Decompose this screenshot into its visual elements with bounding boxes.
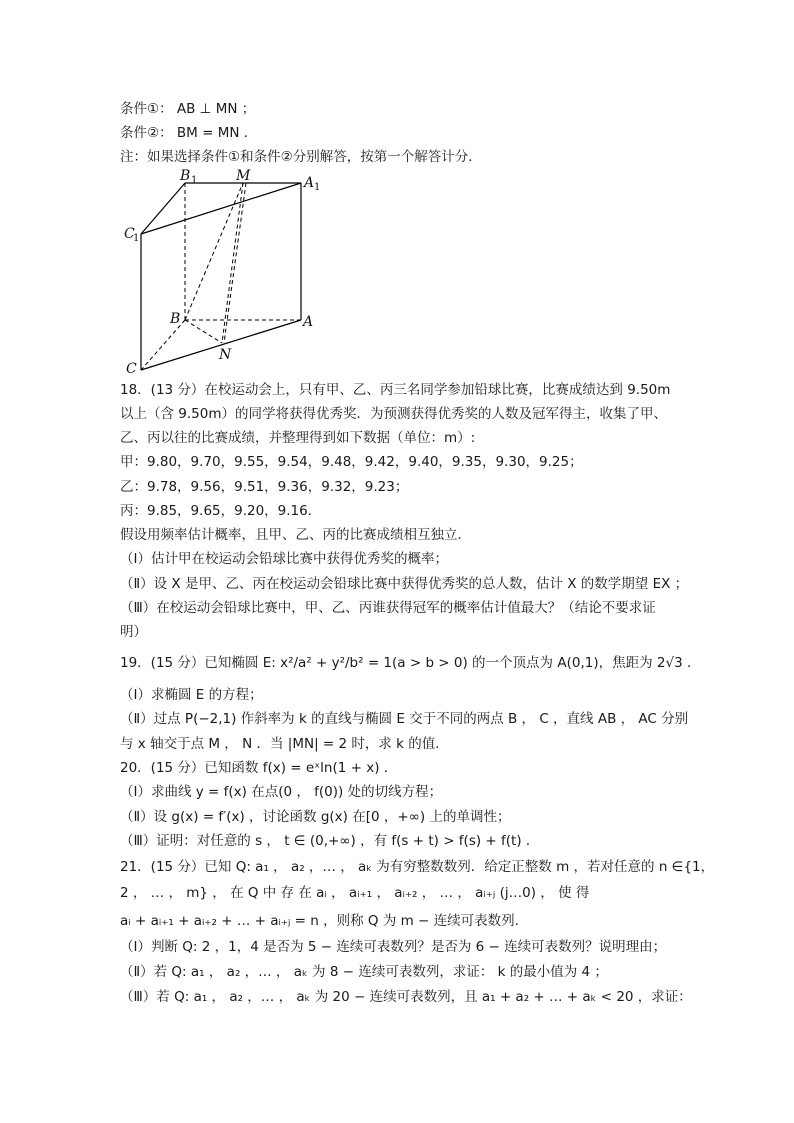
q20-part-2: （Ⅱ）设 g(x) = f′(x) ，讨论函数 g(x) 在[0 ，+∞) 上的单调性； [120, 809, 511, 825]
vertex-b1 [179, 168, 197, 186]
q21-stem-1: 21．(15 分）已知 Q: a₁ ， a₂ ，… ， aₖ 为有穷整数数列．给定正整数 m ，若对任意的 n ∈{1， [120, 859, 715, 875]
svg-text:C: C [124, 226, 135, 242]
q20-part-1: （Ⅰ）求曲线 y = f(x) 在点(0 ， f(0)) 处的切线方程； [120, 784, 443, 800]
q18-data-jia: 甲：9.80，9.70，9.55，9.54，9.48，9.42，9.40，9.35，9.30，9.25； [120, 454, 583, 470]
q18-part-3-cont: 明） [120, 624, 147, 640]
note: 注：如果选择条件①和条件②分别解答，按第一个解答计分． [120, 149, 482, 165]
q21-stem-2: 2 ， … ， m} ， 在 Q 中 存 在 aᵢ ， aᵢ₊₁ ， aᵢ₊₂ ， … ， aᵢ₊ⱼ (j…0) ， 使 得 [120, 885, 590, 901]
q18-part-3: （Ⅲ）在校运动会铅球比赛中，甲、乙、丙谁获得冠军的概率估计值最大？（结论不要求证 [120, 600, 656, 616]
vertex-c1 [124, 226, 139, 244]
svg-text:1: 1 [191, 175, 198, 186]
q19-part-2: （Ⅱ）过点 P(−2,1) 作斜率为 k 的直线与椭圆 E 交于不同的两点 B ， C ，直线 AB ， AC 分别 [120, 711, 689, 727]
q21-stem-3: aᵢ + aᵢ₊₁ + aᵢ₊₂ + … + aᵢ₊ⱼ = n ，则称 Q 为 m − 连续可表数列． [120, 913, 529, 929]
q18-assumption: 假设用频率估计概率，且甲、乙、丙的比赛成绩相互独立． [120, 527, 471, 543]
q20-stem: 20．(15 分）已知函数 f(x) = eˣln(1 + x) ． [120, 760, 398, 776]
q18-stem-1: 18．(13 分）在校运动会上，只有甲、乙、丙三名同学参加铅球比赛，比赛成绩达到 9.50m [120, 382, 671, 398]
vertex-m: M [236, 168, 251, 184]
prism-figure [118, 168, 338, 382]
svg-text:A: A [304, 175, 315, 191]
q19-stem: 19．(15 分）已知椭圆 E: x²/a² + y²/b² = 1(a > b > 0) 的一个顶点为 A(0,1)，焦距为 2√3 ． [120, 655, 701, 671]
q21-part-3: （Ⅲ）若 Q: a₁ ， a₂ ，… ， aₖ 为 20 − 连续可表数列，且 a₁ + a₂ + … + aₖ < 20 ，求证： [120, 989, 692, 1005]
q19-part-1: （Ⅰ）求椭圆 E 的方程； [120, 687, 263, 703]
svg-text:1: 1 [314, 182, 321, 193]
q18-part-2: （Ⅱ）设 X 是甲、乙、丙在校运动会铅球比赛中获得优秀奖的总人数，估计 X 的数学期望 EX ； [120, 576, 689, 592]
vertex-b: B [170, 311, 181, 327]
prism-diagram [118, 168, 338, 378]
q21-part-2: （Ⅱ）若 Q: a₁ ， a₂ ，… ， aₖ 为 8 − 连续可表数列，求证： k 的最小值为 4 ； [120, 964, 608, 980]
q18-data-bing: 丙：9.85，9.65，9.20，9.16． [120, 503, 322, 519]
q18-part-1: （Ⅰ）估计甲在校运动会铅球比赛中获得优秀奖的概率； [120, 551, 448, 567]
q20-part-3: （Ⅲ）证明：对任意的 s ， t ∈ (0,+∞) ，有 f(s + t) > f(s) + f(t) ． [120, 833, 540, 849]
q18-stem-2: 以上（含 9.50m）的同学将获得优秀奖．为预测获得优秀奖的人数及冠军得主，收集了甲、 [120, 406, 667, 422]
q19-part-2-cont: 与 x 轴交于点 M ， N ．当 |MN| = 2 时，求 k 的值． [120, 736, 449, 752]
svg-text:B: B [180, 168, 191, 184]
vertex-n: N [219, 347, 232, 363]
vertex-a: A [303, 314, 314, 330]
q18-data-yi: 乙：9.78，9.56，9.51，9.36，9.32，9.23； [120, 479, 409, 495]
vertex-a1 [302, 175, 320, 193]
q21-part-1: （Ⅰ）判断 Q: 2 ，1，4 是否为 5 − 连续可表数列？是否为 6 − 连续可表数列？说明理由； [120, 939, 667, 955]
condition-2: 条件②： BM = MN ． [120, 125, 258, 141]
q18-stem-3: 乙、丙以往的比赛成绩，并整理得到如下数据（单位：m）: [120, 430, 476, 446]
svg-text:1: 1 [133, 233, 140, 244]
vertex-c: C [126, 361, 137, 377]
condition-1: 条件①： AB ⊥ MN ； [120, 101, 256, 117]
